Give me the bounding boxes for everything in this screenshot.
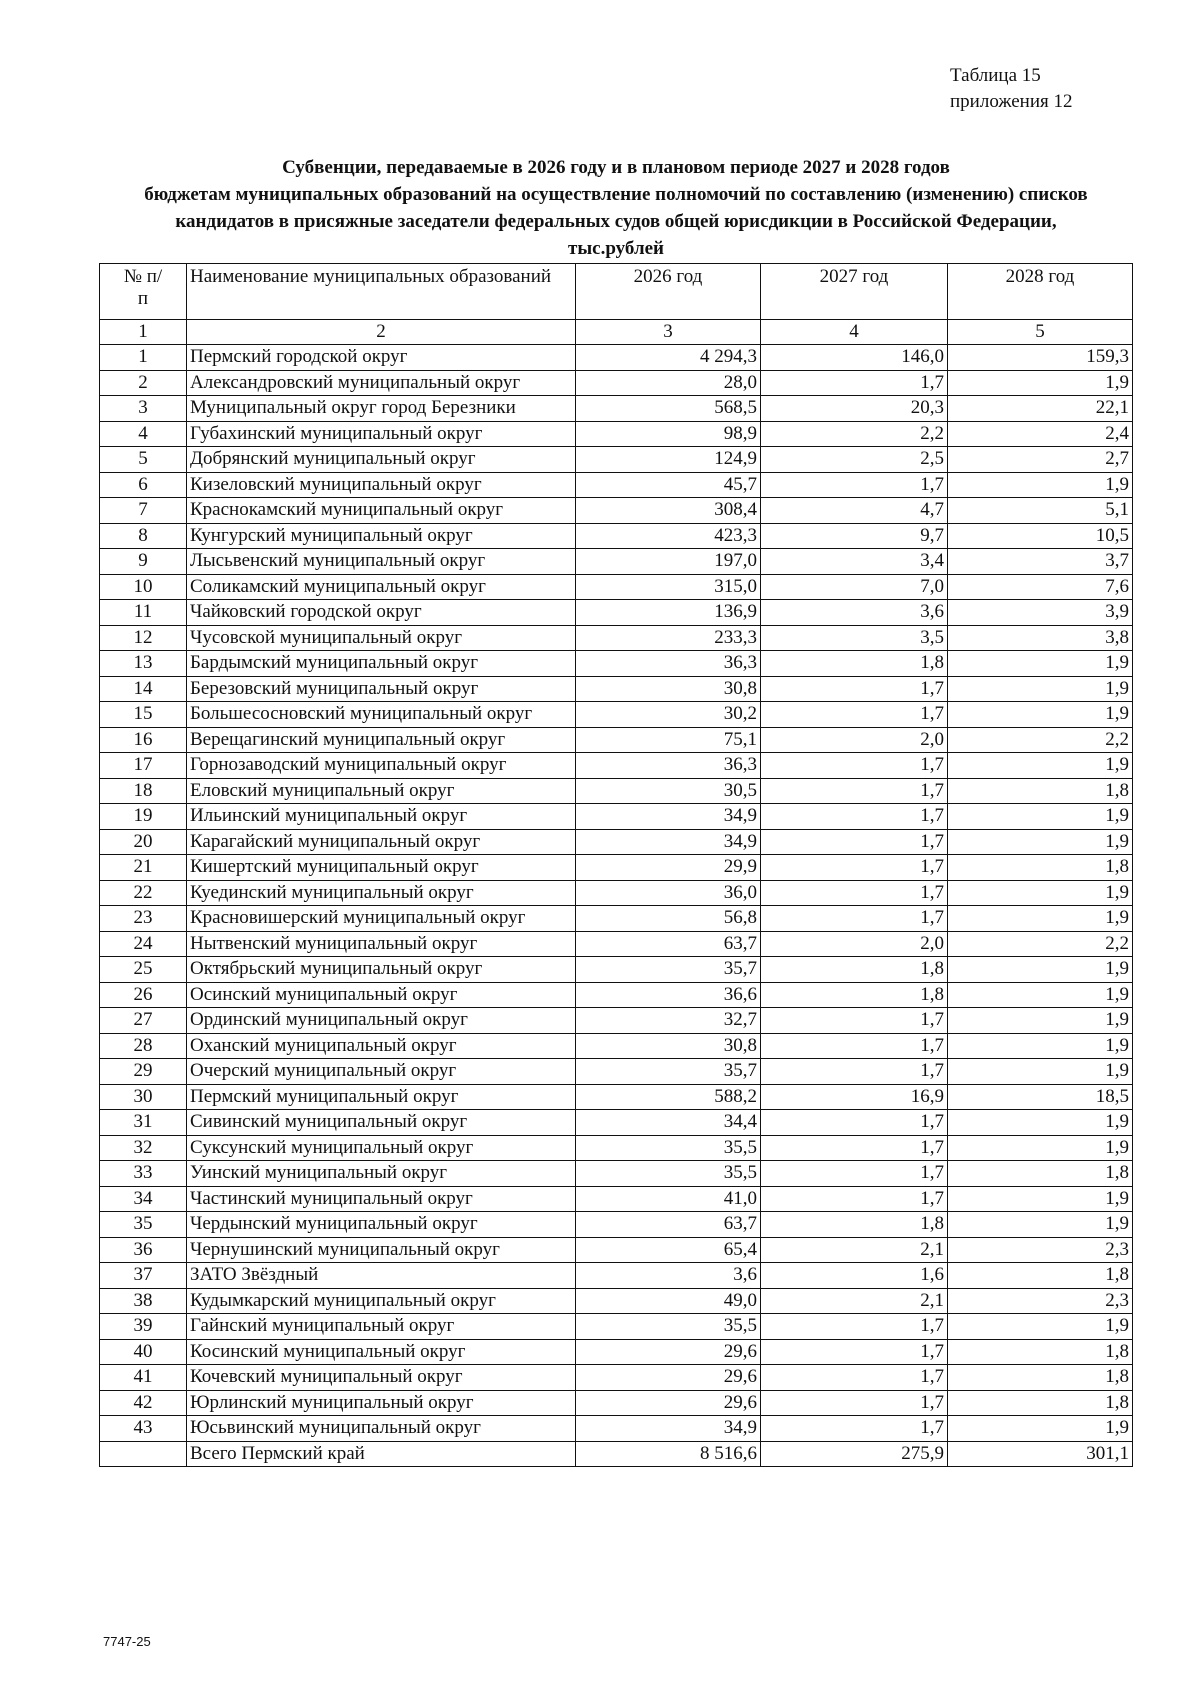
value-2027: 20,3 [761, 396, 948, 422]
value-2026: 30,5 [576, 778, 761, 804]
header-2026: 2026 год [576, 264, 761, 320]
row-number: 42 [100, 1390, 187, 1416]
value-2027: 3,6 [761, 600, 948, 626]
total-number [100, 1441, 187, 1467]
table-row [100, 957, 1133, 983]
value-2028: 18,5 [948, 1084, 1133, 1110]
value-2027: 3,4 [761, 549, 948, 575]
value-2027: 1,7 [761, 676, 948, 702]
title-line-3: кандидатов в присяжные заседатели федеральных судов общей юрисдикции в Российской Федерации, [175, 211, 1057, 232]
municipality-name: Куединский муниципальный округ [187, 880, 576, 906]
total-2026: 8 516,6 [576, 1441, 761, 1467]
row-number: 25 [100, 957, 187, 983]
value-2028: 1,9 [948, 1135, 1133, 1161]
value-2026: 30,8 [576, 676, 761, 702]
value-2026: 28,0 [576, 370, 761, 396]
row-number: 17 [100, 753, 187, 779]
column-number: 5 [948, 320, 1133, 345]
value-2027: 1,7 [761, 1059, 948, 1085]
row-number: 13 [100, 651, 187, 677]
municipality-name: Частинский муниципальный округ [187, 1186, 576, 1212]
header-2027: 2027 год [761, 264, 948, 320]
value-2027: 2,2 [761, 421, 948, 447]
value-2028: 1,9 [948, 1212, 1133, 1238]
row-number: 19 [100, 804, 187, 830]
table-row [100, 982, 1133, 1008]
value-2026: 29,9 [576, 855, 761, 881]
value-2027: 1,7 [761, 906, 948, 932]
table-row [100, 549, 1133, 575]
value-2028: 159,3 [948, 345, 1133, 371]
value-2027: 1,7 [761, 1008, 948, 1034]
municipality-name: Карагайский муниципальный округ [187, 829, 576, 855]
title-line-4: тыс.рублей [568, 238, 664, 259]
value-2027: 1,7 [761, 804, 948, 830]
value-2028: 1,9 [948, 1110, 1133, 1136]
municipality-name: Горнозаводский муниципальный округ [187, 753, 576, 779]
document-code: 7747-25 [103, 1634, 151, 1649]
table-header-row [100, 264, 1133, 320]
value-2028: 10,5 [948, 523, 1133, 549]
column-number-row [100, 320, 1133, 345]
value-2026: 36,3 [576, 753, 761, 779]
header-number: № п/п [100, 264, 187, 320]
row-number: 38 [100, 1288, 187, 1314]
row-number: 1 [100, 345, 187, 371]
municipality-name: Краснокамский муниципальный округ [187, 498, 576, 524]
value-2026: 75,1 [576, 727, 761, 753]
value-2027: 1,7 [761, 1186, 948, 1212]
value-2028: 1,9 [948, 1314, 1133, 1340]
table-row [100, 1390, 1133, 1416]
row-number: 31 [100, 1110, 187, 1136]
value-2026: 308,4 [576, 498, 761, 524]
title-line-1: Субвенции, передаваемые в 2026 году и в плановом периоде 2027 и 2028 годов [282, 157, 950, 178]
value-2026: 34,9 [576, 1416, 761, 1442]
municipality-name: Кочевский муниципальный округ [187, 1365, 576, 1391]
value-2026: 41,0 [576, 1186, 761, 1212]
value-2027: 1,8 [761, 651, 948, 677]
municipality-name: Юсьвинский муниципальный округ [187, 1416, 576, 1442]
table-row [100, 727, 1133, 753]
row-number: 5 [100, 447, 187, 473]
value-2027: 1,8 [761, 982, 948, 1008]
table-row [100, 1288, 1133, 1314]
column-number: 3 [576, 320, 761, 345]
table-row [100, 855, 1133, 881]
value-2028: 1,9 [948, 1186, 1133, 1212]
municipality-name: Кишертский муниципальный округ [187, 855, 576, 881]
municipality-name: Верещагинский муниципальный округ [187, 727, 576, 753]
value-2026: 136,9 [576, 600, 761, 626]
table-row [100, 523, 1133, 549]
value-2028: 1,9 [948, 702, 1133, 728]
value-2028: 2,2 [948, 931, 1133, 957]
table-row [100, 625, 1133, 651]
value-2028: 3,9 [948, 600, 1133, 626]
value-2027: 1,7 [761, 1110, 948, 1136]
value-2028: 1,8 [948, 1263, 1133, 1289]
value-2026: 4 294,3 [576, 345, 761, 371]
value-2026: 29,6 [576, 1365, 761, 1391]
table-row [100, 702, 1133, 728]
table-row [100, 804, 1133, 830]
value-2027: 1,7 [761, 1339, 948, 1365]
row-number: 8 [100, 523, 187, 549]
value-2026: 233,3 [576, 625, 761, 651]
value-2028: 1,9 [948, 370, 1133, 396]
row-number: 7 [100, 498, 187, 524]
value-2026: 35,5 [576, 1314, 761, 1340]
value-2027: 1,7 [761, 1365, 948, 1391]
row-number: 30 [100, 1084, 187, 1110]
value-2027: 1,7 [761, 1416, 948, 1442]
row-number: 14 [100, 676, 187, 702]
municipality-name: Кудымкарский муниципальный округ [187, 1288, 576, 1314]
value-2028: 2,4 [948, 421, 1133, 447]
row-number: 33 [100, 1161, 187, 1187]
value-2026: 35,7 [576, 1059, 761, 1085]
value-2027: 1,7 [761, 472, 948, 498]
municipality-name: Пермский городской округ [187, 345, 576, 371]
table-row [100, 421, 1133, 447]
total-2028: 301,1 [948, 1441, 1133, 1467]
table-row [100, 1033, 1133, 1059]
municipality-name: Нытвенский муниципальный округ [187, 931, 576, 957]
table-row [100, 1110, 1133, 1136]
title-line-2: бюджетам муниципальных образований на осуществление полномочий по составлению (изменению) списков [144, 184, 1088, 205]
table-body [100, 345, 1133, 1442]
value-2026: 36,6 [576, 982, 761, 1008]
value-2027: 7,0 [761, 574, 948, 600]
value-2028: 1,9 [948, 829, 1133, 855]
row-number: 37 [100, 1263, 187, 1289]
document-title [100, 154, 1132, 262]
municipality-name: Губахинский муниципальный округ [187, 421, 576, 447]
value-2028: 2,3 [948, 1288, 1133, 1314]
row-number: 6 [100, 472, 187, 498]
table-row [100, 651, 1133, 677]
total-row [100, 1441, 1133, 1467]
municipality-name: Красновишерский муниципальный округ [187, 906, 576, 932]
value-2027: 1,7 [761, 753, 948, 779]
value-2028: 5,1 [948, 498, 1133, 524]
subventions-table [99, 263, 1133, 1467]
value-2026: 32,7 [576, 1008, 761, 1034]
row-number: 21 [100, 855, 187, 881]
value-2027: 1,7 [761, 855, 948, 881]
value-2028: 1,9 [948, 982, 1133, 1008]
municipality-name: Соликамский муниципальный округ [187, 574, 576, 600]
table-row [100, 345, 1133, 371]
row-number: 16 [100, 727, 187, 753]
value-2028: 1,9 [948, 906, 1133, 932]
value-2028: 1,9 [948, 804, 1133, 830]
municipality-name: Суксунский муниципальный округ [187, 1135, 576, 1161]
value-2028: 2,2 [948, 727, 1133, 753]
table-row [100, 574, 1133, 600]
row-number: 40 [100, 1339, 187, 1365]
municipality-name: Сивинский муниципальный округ [187, 1110, 576, 1136]
value-2027: 1,7 [761, 880, 948, 906]
municipality-name: Чайковский городской округ [187, 600, 576, 626]
value-2026: 36,3 [576, 651, 761, 677]
table-row [100, 1161, 1133, 1187]
value-2028: 2,3 [948, 1237, 1133, 1263]
value-2027: 2,0 [761, 727, 948, 753]
value-2027: 2,0 [761, 931, 948, 957]
row-number: 23 [100, 906, 187, 932]
municipality-name: Чусовской муниципальный округ [187, 625, 576, 651]
value-2026: 35,5 [576, 1161, 761, 1187]
table-row [100, 1263, 1133, 1289]
municipality-name: Октябрьский муниципальный округ [187, 957, 576, 983]
table-row [100, 1237, 1133, 1263]
table-row [100, 1135, 1133, 1161]
row-number: 4 [100, 421, 187, 447]
value-2026: 34,4 [576, 1110, 761, 1136]
value-2027: 2,1 [761, 1237, 948, 1263]
value-2028: 7,6 [948, 574, 1133, 600]
column-number: 2 [187, 320, 576, 345]
value-2028: 1,9 [948, 753, 1133, 779]
value-2027: 4,7 [761, 498, 948, 524]
row-number: 35 [100, 1212, 187, 1238]
row-number: 22 [100, 880, 187, 906]
total-label: Всего Пермский край [187, 1441, 576, 1467]
value-2028: 1,9 [948, 472, 1133, 498]
value-2027: 3,5 [761, 625, 948, 651]
value-2028: 1,9 [948, 651, 1133, 677]
value-2028: 1,8 [948, 1339, 1133, 1365]
value-2028: 1,9 [948, 1033, 1133, 1059]
municipality-name: ЗАТО Звёздный [187, 1263, 576, 1289]
value-2028: 1,9 [948, 1416, 1133, 1442]
municipality-name: Ильинский муниципальный округ [187, 804, 576, 830]
row-number: 20 [100, 829, 187, 855]
table-row [100, 1212, 1133, 1238]
value-2028: 3,7 [948, 549, 1133, 575]
value-2026: 197,0 [576, 549, 761, 575]
municipality-name: Уинский муниципальный округ [187, 1161, 576, 1187]
table-row [100, 931, 1133, 957]
table-row [100, 829, 1133, 855]
municipality-name: Косинский муниципальный округ [187, 1339, 576, 1365]
value-2028: 1,9 [948, 957, 1133, 983]
table-number: Таблица 15 [950, 65, 1041, 86]
value-2027: 2,5 [761, 447, 948, 473]
value-2028: 22,1 [948, 396, 1133, 422]
row-number: 9 [100, 549, 187, 575]
value-2026: 568,5 [576, 396, 761, 422]
table-row [100, 1339, 1133, 1365]
row-number: 3 [100, 396, 187, 422]
table-row [100, 1365, 1133, 1391]
table-row [100, 880, 1133, 906]
row-number: 15 [100, 702, 187, 728]
value-2026: 34,9 [576, 804, 761, 830]
table-row [100, 1314, 1133, 1340]
value-2028: 2,7 [948, 447, 1133, 473]
municipality-name: Пермский муниципальный округ [187, 1084, 576, 1110]
municipality-name: Очерский муниципальный округ [187, 1059, 576, 1085]
value-2026: 98,9 [576, 421, 761, 447]
table-row [100, 1008, 1133, 1034]
value-2026: 124,9 [576, 447, 761, 473]
row-number: 41 [100, 1365, 187, 1391]
table-row [100, 1416, 1133, 1442]
value-2028: 1,9 [948, 676, 1133, 702]
municipality-name: Березовский муниципальный округ [187, 676, 576, 702]
municipality-name: Осинский муниципальный округ [187, 982, 576, 1008]
table-row [100, 778, 1133, 804]
value-2026: 45,7 [576, 472, 761, 498]
value-2027: 1,8 [761, 1212, 948, 1238]
value-2026: 29,6 [576, 1390, 761, 1416]
table-reference [950, 63, 1072, 115]
municipality-name: Оханский муниципальный округ [187, 1033, 576, 1059]
value-2027: 1,7 [761, 1033, 948, 1059]
value-2028: 1,9 [948, 1059, 1133, 1085]
row-number: 27 [100, 1008, 187, 1034]
column-number: 1 [100, 320, 187, 345]
value-2027: 1,7 [761, 702, 948, 728]
value-2027: 1,7 [761, 370, 948, 396]
table-row [100, 370, 1133, 396]
row-number: 18 [100, 778, 187, 804]
municipality-name: Лысьвенский муниципальный округ [187, 549, 576, 575]
row-number: 2 [100, 370, 187, 396]
municipality-name: Большесосновский муниципальный округ [187, 702, 576, 728]
value-2026: 588,2 [576, 1084, 761, 1110]
value-2027: 1,7 [761, 1135, 948, 1161]
value-2027: 1,7 [761, 1390, 948, 1416]
municipality-name: Еловский муниципальный округ [187, 778, 576, 804]
value-2027: 1,7 [761, 829, 948, 855]
table-row [100, 676, 1133, 702]
row-number: 10 [100, 574, 187, 600]
row-number: 34 [100, 1186, 187, 1212]
table-row [100, 1059, 1133, 1085]
value-2027: 16,9 [761, 1084, 948, 1110]
value-2026: 315,0 [576, 574, 761, 600]
row-number: 11 [100, 600, 187, 626]
value-2026: 35,5 [576, 1135, 761, 1161]
value-2028: 1,8 [948, 1390, 1133, 1416]
row-number: 29 [100, 1059, 187, 1085]
value-2026: 30,8 [576, 1033, 761, 1059]
value-2028: 1,8 [948, 1161, 1133, 1187]
table-row [100, 1186, 1133, 1212]
municipality-name: Гайнский муниципальный округ [187, 1314, 576, 1340]
row-number: 43 [100, 1416, 187, 1442]
column-number: 4 [761, 320, 948, 345]
row-number: 12 [100, 625, 187, 651]
value-2028: 3,8 [948, 625, 1133, 651]
header-municipality: Наименование муниципальных образований [187, 264, 576, 320]
row-number: 32 [100, 1135, 187, 1161]
table-row [100, 472, 1133, 498]
table-row [100, 753, 1133, 779]
value-2027: 1,7 [761, 1314, 948, 1340]
municipality-name: Добрянский муниципальный округ [187, 447, 576, 473]
row-number: 39 [100, 1314, 187, 1340]
appendix-number: приложения 12 [950, 91, 1073, 112]
value-2027: 1,6 [761, 1263, 948, 1289]
header-2028: 2028 год [948, 264, 1133, 320]
value-2027: 1,8 [761, 957, 948, 983]
row-number: 28 [100, 1033, 187, 1059]
value-2028: 1,9 [948, 1008, 1133, 1034]
value-2027: 146,0 [761, 345, 948, 371]
value-2026: 423,3 [576, 523, 761, 549]
municipality-name: Чернушинский муниципальный округ [187, 1237, 576, 1263]
value-2026: 65,4 [576, 1237, 761, 1263]
value-2027: 1,7 [761, 778, 948, 804]
table-row [100, 600, 1133, 626]
table-row [100, 498, 1133, 524]
row-number: 36 [100, 1237, 187, 1263]
value-2028: 1,9 [948, 880, 1133, 906]
municipality-name: Юрлинский муниципальный округ [187, 1390, 576, 1416]
table-row [100, 396, 1133, 422]
value-2026: 36,0 [576, 880, 761, 906]
value-2026: 49,0 [576, 1288, 761, 1314]
value-2026: 63,7 [576, 931, 761, 957]
value-2027: 9,7 [761, 523, 948, 549]
value-2028: 1,8 [948, 855, 1133, 881]
table-row [100, 447, 1133, 473]
value-2027: 2,1 [761, 1288, 948, 1314]
value-2026: 30,2 [576, 702, 761, 728]
table-row [100, 1084, 1133, 1110]
value-2026: 63,7 [576, 1212, 761, 1238]
value-2028: 1,8 [948, 1365, 1133, 1391]
value-2026: 35,7 [576, 957, 761, 983]
total-2027: 275,9 [761, 1441, 948, 1467]
municipality-name: Чердынский муниципальный округ [187, 1212, 576, 1238]
value-2027: 1,7 [761, 1161, 948, 1187]
value-2026: 56,8 [576, 906, 761, 932]
row-number: 26 [100, 982, 187, 1008]
value-2026: 29,6 [576, 1339, 761, 1365]
municipality-name: Кунгурский муниципальный округ [187, 523, 576, 549]
row-number: 24 [100, 931, 187, 957]
municipality-name: Муниципальный округ город Березники [187, 396, 576, 422]
value-2026: 3,6 [576, 1263, 761, 1289]
table-row [100, 906, 1133, 932]
value-2028: 1,8 [948, 778, 1133, 804]
value-2026: 34,9 [576, 829, 761, 855]
municipality-name: Кизеловский муниципальный округ [187, 472, 576, 498]
municipality-name: Ординский муниципальный округ [187, 1008, 576, 1034]
municipality-name: Александровский муниципальный округ [187, 370, 576, 396]
municipality-name: Бардымский муниципальный округ [187, 651, 576, 677]
